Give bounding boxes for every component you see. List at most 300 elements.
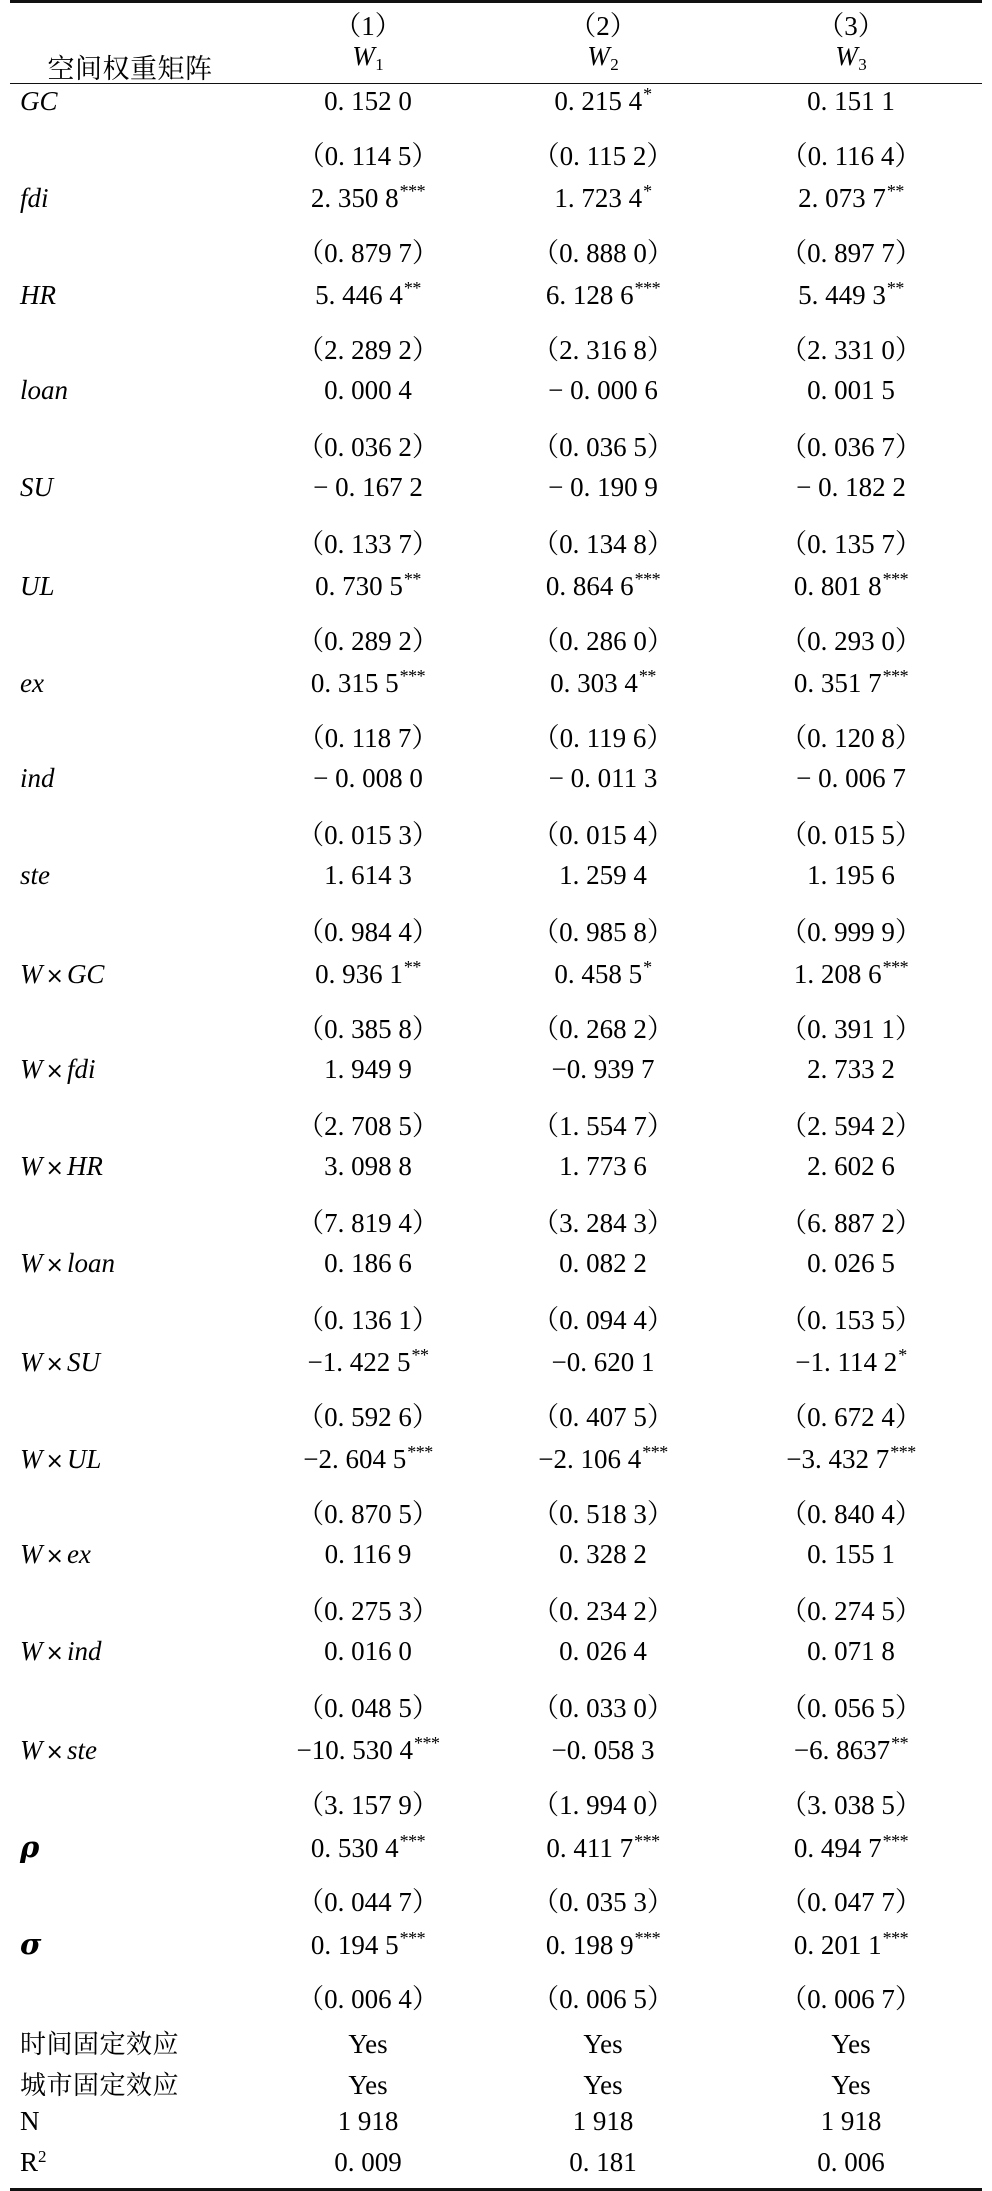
coefficient-number: 0. 864 6 xyxy=(545,571,634,602)
row-label-spacer xyxy=(10,813,250,860)
coefficient-row xyxy=(10,860,982,910)
multiplication-icon: × xyxy=(45,1059,64,1085)
column-header-weight-3 xyxy=(720,40,982,83)
interaction-variable-name: ste xyxy=(66,1735,97,1766)
coefficient-value xyxy=(486,1248,720,1298)
coefficient-number: −6. 8637 xyxy=(793,1735,891,1766)
standard-error-value: （0. 006 7） xyxy=(780,1984,922,2015)
standard-error-value: （0. 289 2） xyxy=(297,626,439,657)
standard-error-value: （0. 286 0） xyxy=(532,626,674,657)
standard-error-value: （0. 879 7） xyxy=(297,238,439,269)
coefficient-value xyxy=(250,1830,486,1880)
coefficient-value xyxy=(720,569,982,619)
coefficient-number: 0. 071 8 xyxy=(807,1636,895,1667)
coefficient-value xyxy=(250,569,486,619)
row-label-spacer xyxy=(10,1589,250,1636)
significance-stars: ** xyxy=(403,957,421,978)
column-header-number-2: （2） xyxy=(569,11,637,41)
coefficient-value xyxy=(720,1442,982,1492)
row-label-spacer xyxy=(10,1298,250,1345)
standard-error-row xyxy=(10,716,982,763)
coefficient-number: 0. 194 5 xyxy=(310,1930,399,1961)
significance-stars: *** xyxy=(882,957,909,978)
standard-error-value: （0. 015 3） xyxy=(297,820,439,851)
coefficient-number: 0. 215 4 xyxy=(554,86,643,117)
standard-error-value: （0. 094 4） xyxy=(532,1305,674,1336)
summary-value: 1 918 xyxy=(572,2106,634,2137)
interaction-variable-name: loan xyxy=(66,1248,115,1279)
standard-error-row xyxy=(10,134,982,181)
coefficient-number: − 0. 000 6 xyxy=(548,375,658,406)
coefficient-value xyxy=(486,1927,720,1977)
coefficient-row xyxy=(10,569,982,619)
coefficient-value xyxy=(720,957,982,1007)
standard-error-value: （0. 056 5） xyxy=(780,1693,922,1724)
standard-error-value: （0. 006 4） xyxy=(297,1984,439,2015)
weight-symbol-subscript: 3 xyxy=(858,55,867,75)
coefficient-value xyxy=(250,1442,486,1492)
coefficient-value xyxy=(720,1054,982,1104)
row-label-: ρ xyxy=(20,1830,40,1865)
row-label-ul: UL xyxy=(20,571,55,602)
summary-value: Yes xyxy=(831,2029,871,2060)
row-label-spacer xyxy=(10,619,250,666)
standard-error-value: （0. 518 3） xyxy=(532,1499,674,1530)
row-label-wste xyxy=(10,1733,250,1783)
coefficient-row xyxy=(10,1733,982,1783)
standard-error-value: （3. 157 9） xyxy=(297,1790,439,1821)
row-label-spacer xyxy=(10,231,250,278)
coefficient-number: 1. 259 4 xyxy=(559,860,647,891)
significance-stars: * xyxy=(898,1345,907,1366)
standard-error-value: （0. 268 2） xyxy=(532,1014,674,1045)
coefficient-number: 0. 116 9 xyxy=(324,1539,412,1570)
summary-row-label xyxy=(10,2147,250,2190)
coefficient-value xyxy=(720,1733,982,1783)
interaction-variable-name: fdi xyxy=(66,1054,96,1085)
coefficient-value xyxy=(720,181,982,231)
standard-error-value: （0. 999 9） xyxy=(780,917,922,948)
coefficient-value xyxy=(250,1539,486,1589)
coefficient-number: −10. 530 4 xyxy=(296,1735,413,1766)
column-header-weight-1 xyxy=(250,40,486,83)
interaction-weight-symbol: W xyxy=(20,1444,43,1475)
coefficient-number: −0. 058 3 xyxy=(551,1735,655,1766)
significance-stars: ** xyxy=(891,1733,909,1754)
standard-error-value: （0. 120 8） xyxy=(780,723,922,754)
standard-error-value: （2. 594 2） xyxy=(780,1111,922,1142)
standard-error-row xyxy=(10,813,982,860)
coefficient-value xyxy=(720,1345,982,1395)
row-label-spacer xyxy=(10,328,250,375)
significance-stars: *** xyxy=(890,1442,916,1463)
standard-error-value: （2. 316 8） xyxy=(532,335,674,366)
standard-error-value: （0. 385 8） xyxy=(297,1014,439,1045)
standard-error-value: （3. 038 5） xyxy=(780,1790,922,1821)
standard-error-value: （0. 047 7） xyxy=(780,1887,922,1918)
coefficient-number: 0. 026 5 xyxy=(807,1248,895,1279)
coefficient-value xyxy=(486,1442,720,1492)
standard-error-row xyxy=(10,1492,982,1539)
significance-stars: * xyxy=(643,957,652,978)
coefficient-number: 0. 016 0 xyxy=(324,1636,412,1667)
standard-error-value: （0. 036 7） xyxy=(780,432,922,463)
interaction-variable-name: ind xyxy=(66,1636,102,1667)
coefficient-value xyxy=(486,84,720,134)
coefficient-number: 0. 458 5 xyxy=(554,959,643,990)
coefficient-value xyxy=(486,1539,720,1589)
coefficient-number: − 0. 011 3 xyxy=(548,763,658,794)
standard-error-value: （0. 006 5） xyxy=(532,1984,674,2015)
coefficient-value xyxy=(250,84,486,134)
standard-error-value: （0. 044 7） xyxy=(297,1887,439,1918)
standard-error-value: （0. 048 5） xyxy=(297,1693,439,1724)
weight-symbol-base: W xyxy=(835,41,858,72)
coefficient-number: 1. 614 3 xyxy=(324,860,412,891)
coefficient-value xyxy=(720,666,982,716)
summary-value: 1 918 xyxy=(337,2106,399,2137)
summary-value: Yes xyxy=(583,2029,623,2060)
standard-error-value: （3. 284 3） xyxy=(532,1208,674,1239)
standard-error-value: （0. 115 2） xyxy=(532,141,674,172)
coefficient-value xyxy=(250,1248,486,1298)
standard-error-value: （0. 036 5） xyxy=(532,432,674,463)
coefficient-number: 0. 198 9 xyxy=(545,1930,634,1961)
standard-error-value: （0. 985 8） xyxy=(532,917,674,948)
weight-symbol-base: W xyxy=(587,41,610,72)
standard-error-value: （2. 708 5） xyxy=(297,1111,439,1142)
standard-error-row xyxy=(10,619,982,666)
standard-error-value: （0. 293 0） xyxy=(780,626,922,657)
standard-error-row xyxy=(10,231,982,278)
row-label-hr: HR xyxy=(20,280,56,311)
coefficient-value xyxy=(720,84,982,134)
standard-error-value: （1. 994 0） xyxy=(532,1790,674,1821)
coefficient-number: 0. 151 1 xyxy=(807,86,895,117)
significance-stars: * xyxy=(643,84,652,105)
coefficient-value xyxy=(486,1345,720,1395)
standard-error-value: （0. 275 3） xyxy=(297,1596,439,1627)
coefficient-value xyxy=(720,1151,982,1201)
coefficient-number: − 0. 167 2 xyxy=(313,472,423,503)
summary-value: 0. 181 xyxy=(569,2147,637,2178)
significance-stars: *** xyxy=(642,1442,668,1463)
coefficient-value xyxy=(250,278,486,328)
summary-row-label: 城市固定效应 xyxy=(20,2071,180,2102)
coefficient-row xyxy=(10,1054,982,1104)
row-label-spacer xyxy=(10,522,250,569)
coefficient-row xyxy=(10,763,982,813)
coefficient-row xyxy=(10,1151,982,1201)
coefficient-row xyxy=(10,375,982,425)
significance-stars: *** xyxy=(407,1442,433,1463)
significance-stars: ** xyxy=(638,666,656,687)
coefficient-number: 2. 733 2 xyxy=(807,1054,895,1085)
weight-symbol-base: W xyxy=(352,41,375,72)
coefficient-row xyxy=(10,1539,982,1589)
standard-error-value: （0. 116 4） xyxy=(780,141,922,172)
coefficient-number: 2. 602 6 xyxy=(807,1151,895,1182)
significance-stars: ** xyxy=(886,278,904,299)
coefficient-value xyxy=(250,181,486,231)
standard-error-value: （0. 274 5） xyxy=(780,1596,922,1627)
coefficient-value xyxy=(486,569,720,619)
standard-error-row xyxy=(10,1589,982,1636)
standard-error-value: （0. 870 5） xyxy=(297,1499,439,1530)
coefficient-value xyxy=(250,1054,486,1104)
standard-error-value: （0. 015 5） xyxy=(780,820,922,851)
coefficient-value xyxy=(486,1830,720,1880)
column-header-number-3: （3） xyxy=(817,11,885,41)
coefficient-value xyxy=(720,1830,982,1880)
row-label-wloan xyxy=(10,1248,250,1298)
row-label-spacer xyxy=(10,1007,250,1054)
coefficient-number: 0. 201 1 xyxy=(793,1930,882,1961)
interaction-variable-name: HR xyxy=(66,1151,103,1182)
row-label-spacer xyxy=(10,1977,250,2024)
coefficient-value xyxy=(720,860,982,910)
coefficient-number: 0. 730 5 xyxy=(315,571,403,602)
coefficient-number: 0. 152 0 xyxy=(324,86,412,117)
interaction-weight-symbol: W xyxy=(20,1248,43,1279)
significance-stars: *** xyxy=(399,666,426,687)
coefficient-number: 0. 155 1 xyxy=(807,1539,895,1570)
coefficient-row xyxy=(10,181,982,231)
significance-stars: *** xyxy=(882,569,909,590)
standard-error-value: （0. 592 6） xyxy=(297,1402,439,1433)
row-label-whr xyxy=(10,1151,250,1201)
standard-error-value: （0. 119 6） xyxy=(532,723,674,754)
coefficient-number: 5. 449 3 xyxy=(798,280,886,311)
summary-value: 1 918 xyxy=(820,2106,882,2137)
standard-error-value: （0. 035 3） xyxy=(532,1887,674,1918)
coefficient-number: 0. 000 4 xyxy=(324,375,412,406)
regression-results-table xyxy=(10,0,982,2191)
coefficient-row xyxy=(10,84,982,134)
summary-label-superscript: 2 xyxy=(38,2147,47,2167)
coefficient-row xyxy=(10,1345,982,1395)
significance-stars: *** xyxy=(399,181,426,202)
coefficient-number: 1. 208 6 xyxy=(793,959,882,990)
row-label-spacer xyxy=(10,1783,250,1830)
coefficient-value xyxy=(250,375,486,425)
interaction-variable-name: ex xyxy=(66,1539,91,1570)
standard-error-value: （6. 887 2） xyxy=(780,1208,922,1239)
row-label-fdi: fdi xyxy=(20,183,49,214)
header-number-row xyxy=(10,3,982,40)
row-label-spacer xyxy=(10,1104,250,1151)
coefficient-value xyxy=(486,957,720,1007)
column-header-weight-2 xyxy=(486,40,720,83)
coefficient-value xyxy=(720,1248,982,1298)
coefficient-number: 0. 186 6 xyxy=(324,1248,412,1279)
interaction-weight-symbol: W xyxy=(20,959,43,990)
significance-stars: *** xyxy=(399,1928,426,1949)
coefficient-value xyxy=(486,763,720,813)
coefficient-number: 2. 073 7 xyxy=(798,183,886,214)
coefficient-value xyxy=(250,1151,486,1201)
summary-row xyxy=(10,2065,982,2106)
significance-stars: *** xyxy=(634,1928,661,1949)
weight-matrix-symbol xyxy=(352,41,384,75)
coefficient-row xyxy=(10,1636,982,1686)
standard-error-value: （0. 888 0） xyxy=(532,238,674,269)
summary-value: Yes xyxy=(583,2070,623,2101)
standard-error-row xyxy=(10,1783,982,1830)
coefficient-number: 0. 411 7 xyxy=(546,1833,634,1864)
standard-error-value: （7. 819 4） xyxy=(297,1208,439,1239)
coefficient-value xyxy=(250,1636,486,1686)
coefficient-row xyxy=(10,957,982,1007)
coefficient-value xyxy=(250,860,486,910)
row-label-ex: ex xyxy=(20,668,44,699)
row-label-wfdi xyxy=(10,1054,250,1104)
coefficient-row xyxy=(10,1927,982,1977)
coefficient-number: 0. 351 7 xyxy=(793,668,882,699)
coefficient-number: 0. 082 2 xyxy=(559,1248,647,1279)
row-label-ind: ind xyxy=(20,763,55,794)
standard-error-value: （0. 135 7） xyxy=(780,529,922,560)
coefficient-number: 5. 446 4 xyxy=(315,280,403,311)
summary-value: Yes xyxy=(831,2070,871,2101)
multiplication-icon: × xyxy=(45,1740,64,1766)
multiplication-icon: × xyxy=(45,1449,64,1475)
significance-stars: ** xyxy=(403,278,421,299)
interaction-weight-symbol: W xyxy=(20,1539,43,1570)
row-label-wind xyxy=(10,1636,250,1686)
coefficient-number: 2. 350 8 xyxy=(310,183,399,214)
coefficient-number: 0. 530 4 xyxy=(310,1833,399,1864)
significance-stars: *** xyxy=(882,1928,909,1949)
coefficient-number: 0. 001 5 xyxy=(807,375,895,406)
coefficient-value xyxy=(250,1733,486,1783)
standard-error-value: （0. 036 2） xyxy=(297,432,439,463)
standard-error-value: （0. 840 4） xyxy=(780,1499,922,1530)
coefficient-number: 0. 303 4 xyxy=(550,668,638,699)
standard-error-value: （0. 897 7） xyxy=(780,238,922,269)
column-header-stub: 空间权重矩阵 xyxy=(47,53,213,84)
coefficient-number: − 0. 190 9 xyxy=(548,472,658,503)
multiplication-icon: × xyxy=(45,964,64,990)
standard-error-row xyxy=(10,910,982,957)
standard-error-row xyxy=(10,1201,982,1248)
significance-stars: *** xyxy=(634,1831,660,1852)
coefficient-number: 1. 195 6 xyxy=(807,860,895,891)
standard-error-value: （0. 033 0） xyxy=(532,1693,674,1724)
standard-error-value: （0. 114 5） xyxy=(297,141,439,172)
summary-row xyxy=(10,2024,982,2065)
weight-matrix-symbol xyxy=(835,41,867,75)
summary-value: Yes xyxy=(348,2070,388,2101)
interaction-variable-name: SU xyxy=(66,1347,100,1378)
coefficient-number: 0. 315 5 xyxy=(310,668,399,699)
standard-error-value: （0. 136 1） xyxy=(297,1305,439,1336)
multiplication-icon: × xyxy=(45,1641,64,1667)
coefficient-number: −3. 432 7 xyxy=(786,1444,890,1475)
coefficient-row xyxy=(10,278,982,328)
coefficient-value xyxy=(250,666,486,716)
row-label-spacer xyxy=(10,910,250,957)
coefficient-value xyxy=(486,1636,720,1686)
multiplication-icon: × xyxy=(45,1156,64,1182)
standard-error-value: （2. 331 0） xyxy=(780,335,922,366)
coefficient-value xyxy=(486,181,720,231)
coefficient-row xyxy=(10,472,982,522)
coefficient-number: 1. 723 4 xyxy=(554,183,643,214)
standard-error-value: （0. 118 7） xyxy=(297,723,439,754)
multiplication-icon: × xyxy=(45,1544,64,1570)
row-label-spacer xyxy=(10,716,250,763)
coefficient-number: −0. 620 1 xyxy=(551,1347,655,1378)
standard-error-value: （0. 984 4） xyxy=(297,917,439,948)
coefficient-value xyxy=(720,1539,982,1589)
significance-stars: *** xyxy=(882,666,909,687)
standard-error-value: （0. 134 8） xyxy=(532,529,674,560)
coefficient-number: −1. 422 5 xyxy=(307,1347,411,1378)
standard-error-row xyxy=(10,1007,982,1054)
significance-stars: *** xyxy=(882,1831,909,1852)
interaction-weight-symbol: W xyxy=(20,1636,43,1667)
coefficient-row xyxy=(10,1830,982,1880)
row-label-gc: GC xyxy=(20,86,58,117)
coefficient-value xyxy=(486,1733,720,1783)
interaction-variable-name: GC xyxy=(66,959,105,990)
interaction-weight-symbol: W xyxy=(20,1347,43,1378)
significance-stars: ** xyxy=(411,1345,429,1366)
row-label-spacer xyxy=(10,1201,250,1248)
weight-symbol-subscript: 1 xyxy=(375,55,384,75)
summary-value: Yes xyxy=(348,2029,388,2060)
coefficient-value xyxy=(720,472,982,522)
row-label-wex xyxy=(10,1539,250,1589)
significance-stars: * xyxy=(643,181,652,202)
row-label-spacer xyxy=(10,1880,250,1927)
standard-error-row xyxy=(10,1686,982,1733)
weight-matrix-symbol xyxy=(587,41,619,75)
summary-value: 0. 006 xyxy=(817,2147,885,2178)
standard-error-row xyxy=(10,425,982,472)
coefficient-number: 0. 801 8 xyxy=(793,571,882,602)
weight-symbol-subscript: 2 xyxy=(610,55,619,75)
row-label-wsu xyxy=(10,1345,250,1395)
row-label-spacer xyxy=(10,425,250,472)
summary-row-label: 时间固定效应 xyxy=(20,2030,180,2061)
row-label-wgc xyxy=(10,957,250,1007)
summary-row xyxy=(10,2147,982,2190)
standard-error-value: （0. 234 2） xyxy=(532,1596,674,1627)
column-header-number-1: （1） xyxy=(334,11,402,41)
coefficient-number: − 0. 008 0 xyxy=(313,763,423,794)
coefficient-value xyxy=(250,763,486,813)
coefficient-number: −0. 939 7 xyxy=(551,1054,655,1085)
coefficient-value xyxy=(720,278,982,328)
multiplication-icon: × xyxy=(45,1352,64,1378)
coefficient-number: 0. 026 4 xyxy=(559,1636,647,1667)
summary-label-base: R xyxy=(20,2147,39,2178)
significance-stars: ** xyxy=(886,181,904,202)
standard-error-row xyxy=(10,328,982,375)
standard-error-value: （0. 407 5） xyxy=(532,1402,674,1433)
coefficient-value xyxy=(720,763,982,813)
row-label-su: SU xyxy=(20,472,53,503)
coefficient-value xyxy=(486,1151,720,1201)
coefficient-value xyxy=(486,860,720,910)
standard-error-row xyxy=(10,1880,982,1927)
row-label-loan: loan xyxy=(20,375,69,406)
significance-stars: ** xyxy=(403,569,421,590)
interaction-variable-name: UL xyxy=(66,1444,102,1475)
coefficient-number: −2. 604 5 xyxy=(303,1444,407,1475)
